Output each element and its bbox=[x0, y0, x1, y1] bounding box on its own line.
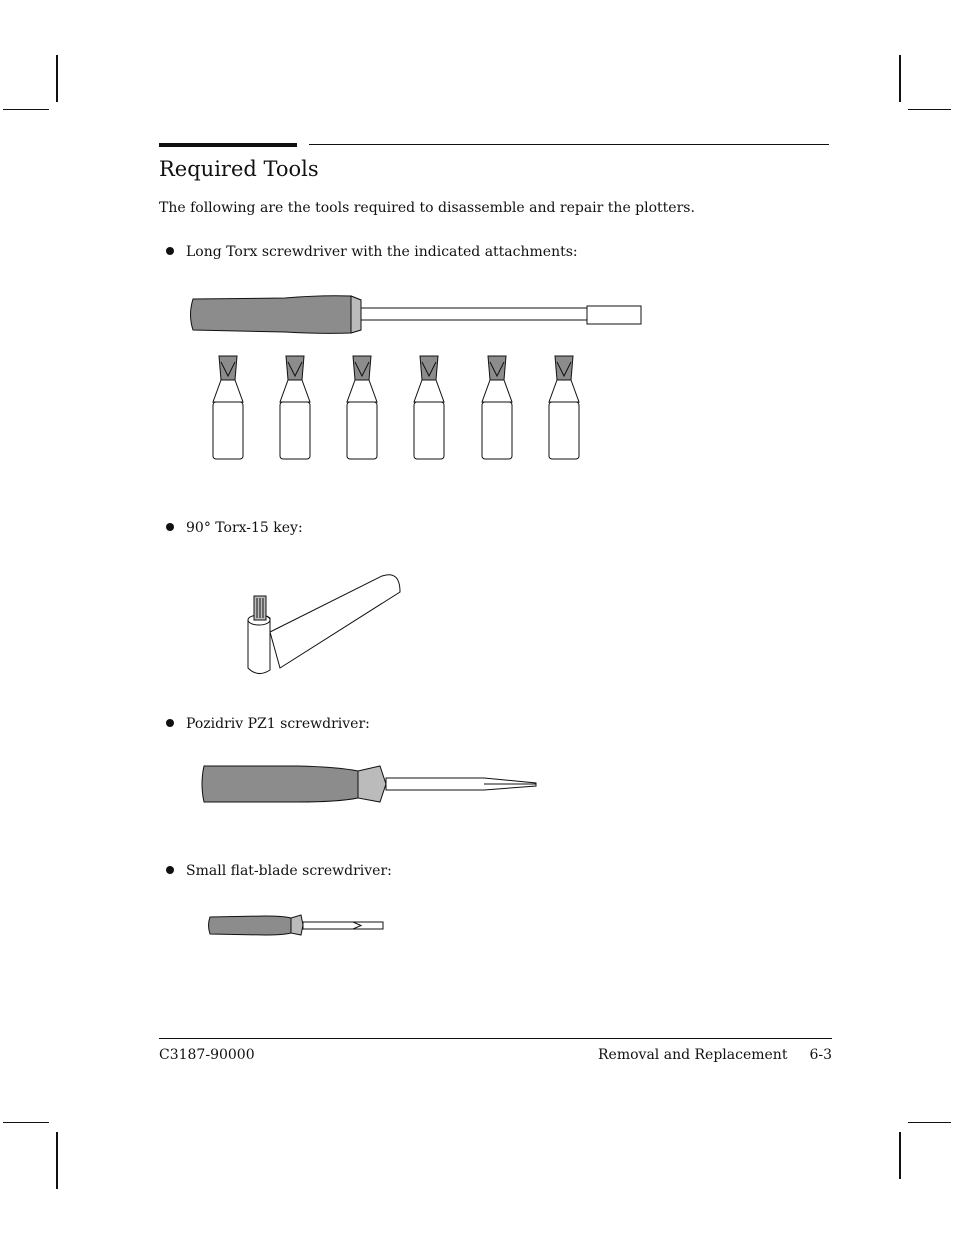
tool-label: Long Torx screwdriver with the indicated attachments: bbox=[186, 244, 578, 260]
tool-label: 90° Torx-15 key: bbox=[186, 520, 303, 536]
list-item bbox=[166, 863, 392, 879]
section-title: Required Tools bbox=[159, 157, 319, 181]
footer-right bbox=[598, 1047, 832, 1063]
header-rule-thick bbox=[159, 143, 297, 147]
crop-mark bbox=[56, 1132, 58, 1189]
header-rule-thin bbox=[309, 144, 829, 145]
chapter-title: Removal and Replacement bbox=[598, 1047, 788, 1063]
tool-label: Pozidriv PZ1 screwdriver: bbox=[186, 716, 370, 732]
crop-mark bbox=[56, 55, 58, 102]
list-item bbox=[166, 520, 303, 536]
bullet-icon bbox=[166, 719, 174, 727]
list-item bbox=[166, 716, 370, 732]
tool-label: Small flat-blade screwdriver: bbox=[186, 863, 392, 879]
footer-rule bbox=[159, 1038, 832, 1039]
bullet-icon bbox=[166, 523, 174, 531]
crop-mark bbox=[899, 55, 901, 102]
doc-number: C3187-90000 bbox=[159, 1047, 255, 1063]
crop-mark bbox=[899, 1132, 901, 1179]
list-item bbox=[166, 244, 578, 260]
pozidriv-screwdriver-illustration bbox=[198, 762, 543, 807]
bullet-icon bbox=[166, 866, 174, 874]
torx-key-illustration bbox=[240, 570, 410, 680]
crop-mark bbox=[908, 1122, 951, 1123]
long-torx-screwdriver-illustration bbox=[185, 290, 650, 470]
flat-blade-screwdriver-illustration bbox=[205, 910, 390, 940]
crop-mark bbox=[3, 109, 49, 110]
bullet-icon bbox=[166, 247, 174, 255]
page-number: 6-3 bbox=[809, 1047, 832, 1063]
crop-mark bbox=[908, 109, 951, 110]
crop-mark bbox=[3, 1122, 49, 1123]
intro-paragraph: The following are the tools required to disassemble and repair the plotters. bbox=[159, 200, 695, 216]
